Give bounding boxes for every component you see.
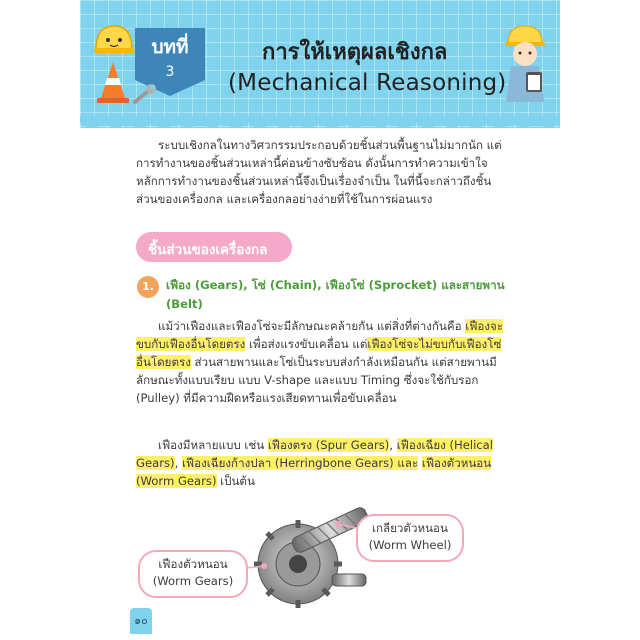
text-run: เพื่อส่งแรงขับเคลื่อน แต่ [245,337,368,351]
callout-pointer-left [244,560,268,574]
text-run: เป็นต้น [216,474,255,488]
text-run: , [174,456,182,470]
engineer-character-icon [498,22,552,106]
header-wave-edge [80,116,560,138]
callout-label-thai: เกลียวตัวหนอน [372,521,448,535]
worm-gear-callout [138,550,248,598]
text-run: ส่วนสายพานและโซ่เป็นระบบส่งกำลังเหมือนกัน แต่สายพานมีลักษณะทั้งแบบเรียบ แบบ V-shape และแบบ Timing ซึ่งจะใช้กับรอก (Pulley) ที่มีความฝืดหรือแรงเสียดทานเพื่อขับเคลื่อน [136,355,497,405]
highlight-text: เฟืองเฉียง (Helical Gears) [136,438,493,470]
text-run: , [389,438,397,452]
highlight-text: เฟืองตรง (Spur Gears) [267,438,390,452]
callout-label-english: (Worm Gears) [152,574,234,588]
callout-label-thai: เฟืองตัวหนอน [158,557,228,571]
highlight-text: เฟืองจะขบกับเฟืองอื่นโดยตรง [136,319,504,351]
highlight-text: เฟืองเฉียงก้างปลา (Herringbone Gears) และ [181,456,419,470]
page-number: ๑๐ [130,608,152,634]
callout-label-english: (Worm Wheel) [368,538,452,552]
helmet-icon [92,22,136,56]
chapter-number: 3 [165,64,175,80]
intro-paragraph: ระบบเชิงกลในทางวิศวกรรมประกอบด้วยชิ้นส่วนพื้นฐานไม่มากนัก แต่การทำงานของชิ้นส่วนเหล่านี้ค่อนข้างซับซ้อน ดังนั้นการทำความเข้าใจหลักการทำงานของชิ้นส่วนเหล่านี้จึงเป็นเรื่องจำเป็น ในที่นี้จะกล่าวถึงชิ้นส่วนของเครื่องกล และเครื่องกลอย่างง่ายที่ใช้ในการผ่อนแรง [136,138,502,206]
wrench-icon [132,84,158,106]
highlight-text: เฟืองตัวหนอน (Worm Gears) [136,456,492,488]
item-heading: เฟือง (Gears), โซ่ (Chain), เฟืองโซ่ (Sprocket) และสายพาน (Belt) [166,278,505,311]
section-title-pill [136,232,292,262]
chapter-title-english: (Mechanical Reasoning) [228,70,507,96]
gears-chain-paragraph [136,317,508,407]
traffic-cone-icon [96,60,130,104]
chapter-title-thai: การให้เหตุผลเชิงกล [262,40,448,65]
chapter-word: บทที่ [151,36,189,58]
gear-types-paragraph [136,436,508,490]
highlight-text: เฟืองโซ่จะไม่ขบกับเฟืองโซ่อื่นโดยตรง [136,337,502,369]
text-run: แม้ว่าเฟืองและเฟืองโซ่จะมีลักษณะคล้ายกัน แต่สิ่งที่ต่างกันคือ [158,319,466,333]
section-title: ชิ้นส่วนของเครื่องกล [148,242,268,258]
item-number-badge: 1. [137,276,159,298]
callout-pointer-right [334,518,358,532]
worm-wheel-callout [356,514,464,562]
text-run: เฟืองมีหลายแบบ เช่น [158,438,268,452]
